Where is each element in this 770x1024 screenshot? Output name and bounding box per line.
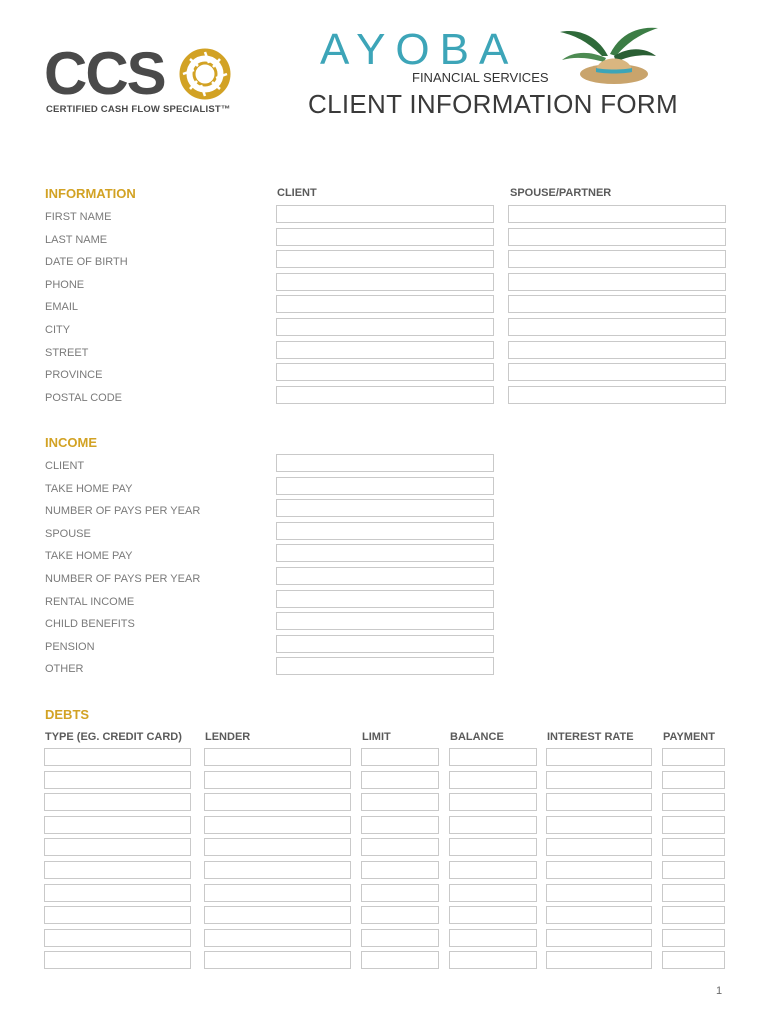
debt-field[interactable] — [361, 906, 439, 924]
palm-hat-icon — [558, 26, 660, 86]
debt-field[interactable] — [449, 771, 537, 789]
debt-field[interactable] — [449, 838, 537, 856]
debt-field[interactable] — [662, 816, 725, 834]
debt-field[interactable] — [361, 929, 439, 947]
income-field[interactable] — [276, 544, 494, 562]
debt-field[interactable] — [662, 793, 725, 811]
income-row-label: OTHER — [45, 663, 84, 676]
spouse-field[interactable] — [508, 228, 726, 246]
debt-field[interactable] — [546, 748, 652, 766]
income-row-label: TAKE HOME PAY — [45, 482, 133, 495]
debt-field[interactable] — [546, 816, 652, 834]
debt-field[interactable] — [662, 838, 725, 856]
info-row-label: POSTAL CODE — [45, 391, 123, 404]
debt-field[interactable] — [204, 861, 351, 879]
debt-field[interactable] — [662, 748, 725, 766]
debt-field[interactable] — [44, 951, 191, 969]
ccs-logo — [44, 40, 244, 120]
spouse-field[interactable] — [508, 250, 726, 268]
income-field[interactable] — [276, 454, 494, 472]
client-field[interactable] — [276, 273, 494, 291]
spouse-field[interactable] — [508, 341, 726, 359]
debt-field[interactable] — [449, 906, 537, 924]
income-field[interactable] — [276, 567, 494, 585]
debt-field[interactable] — [361, 793, 439, 811]
debt-field[interactable] — [44, 838, 191, 856]
debt-field[interactable] — [44, 793, 191, 811]
debt-field[interactable] — [44, 748, 191, 766]
info-row-label: FIRST NAME — [45, 211, 112, 223]
ccs-ring-icon — [179, 48, 231, 100]
client-field[interactable] — [276, 228, 494, 246]
income-field[interactable] — [276, 612, 494, 630]
debt-field[interactable] — [546, 906, 652, 924]
debt-field[interactable] — [204, 838, 351, 856]
debt-field[interactable] — [44, 906, 191, 924]
info-row-label: EMAIL — [45, 301, 79, 314]
debt-field[interactable] — [44, 771, 191, 789]
spouse-field[interactable] — [508, 295, 726, 313]
client-field[interactable] — [276, 363, 494, 381]
debt-field[interactable] — [44, 884, 191, 902]
spouse-field[interactable] — [508, 273, 726, 291]
debt-field[interactable] — [546, 771, 652, 789]
spouse-field[interactable] — [508, 205, 726, 223]
income-field[interactable] — [276, 477, 494, 495]
info-row-label: LAST NAME — [45, 233, 108, 246]
debt-column-header: TYPE (EG. CREDIT CARD) — [45, 731, 182, 743]
info-row-label: PHONE — [45, 278, 85, 291]
debt-field[interactable] — [662, 884, 725, 902]
debt-field[interactable] — [44, 861, 191, 879]
debt-column-header: LENDER — [205, 731, 251, 743]
debt-column-header: INTEREST RATE — [547, 731, 634, 743]
client-field[interactable] — [276, 205, 494, 223]
ayoba-logo — [320, 26, 665, 90]
client-field[interactable] — [276, 250, 494, 268]
income-row-label: RENTAL INCOME — [45, 595, 135, 608]
debt-field[interactable] — [449, 951, 537, 969]
income-row-label: CHILD BENEFITS — [45, 618, 135, 631]
debt-field[interactable] — [449, 861, 537, 879]
income-row-label: PENSION — [45, 640, 95, 653]
column-header-client: CLIENT — [277, 187, 317, 199]
spouse-field[interactable] — [508, 386, 726, 404]
debt-field[interactable] — [204, 951, 351, 969]
debt-field[interactable] — [361, 951, 439, 969]
client-field[interactable] — [276, 386, 494, 404]
information-section-title: INFORMATION — [45, 186, 136, 201]
debt-field[interactable] — [449, 884, 537, 902]
debt-field[interactable] — [204, 929, 351, 947]
debt-field[interactable] — [361, 838, 439, 856]
income-field[interactable] — [276, 657, 494, 675]
debt-field[interactable] — [449, 816, 537, 834]
debt-column-header: LIMIT — [362, 731, 391, 743]
client-field[interactable] — [276, 341, 494, 359]
info-row-label: PROVINCE — [45, 369, 103, 382]
debts-section-title: DEBTS — [45, 707, 90, 722]
debt-field[interactable] — [204, 884, 351, 902]
client-field[interactable] — [276, 318, 494, 336]
income-field[interactable] — [276, 499, 494, 517]
debt-column-header: PAYMENT — [663, 731, 715, 743]
debt-field[interactable] — [662, 861, 725, 879]
debt-field[interactable] — [449, 748, 537, 766]
debt-field[interactable] — [204, 748, 351, 766]
ayoba-logo-text: AYOBA — [320, 25, 519, 74]
spouse-field[interactable] — [508, 318, 726, 336]
debt-field[interactable] — [204, 816, 351, 834]
debt-field[interactable] — [662, 771, 725, 789]
income-field[interactable] — [276, 590, 494, 608]
column-header-spouse: SPOUSE/PARTNER — [510, 187, 612, 199]
ayoba-subtitle: FINANCIAL SERVICES — [412, 70, 549, 85]
income-row-label: CLIENT — [45, 460, 85, 472]
debt-field[interactable] — [546, 929, 652, 947]
debt-field[interactable] — [449, 929, 537, 947]
debt-field[interactable] — [204, 771, 351, 789]
debt-field[interactable] — [361, 771, 439, 789]
debt-field[interactable] — [546, 861, 652, 879]
debt-field[interactable] — [361, 816, 439, 834]
income-row-label: SPOUSE — [45, 527, 91, 540]
debt-field[interactable] — [546, 793, 652, 811]
page-number: 1 — [716, 985, 723, 997]
debt-field[interactable] — [662, 906, 725, 924]
debt-field[interactable] — [546, 884, 652, 902]
debt-field[interactable] — [361, 748, 439, 766]
income-row-label: NUMBER OF PAYS PER YEAR — [45, 505, 201, 518]
ccs-logo-text: CCS — [44, 40, 165, 107]
debt-field[interactable] — [546, 951, 652, 969]
debt-field[interactable] — [44, 816, 191, 834]
income-field[interactable] — [276, 635, 494, 653]
debt-field[interactable] — [361, 861, 439, 879]
debt-field[interactable] — [546, 838, 652, 856]
debt-field[interactable] — [662, 929, 725, 947]
info-row-label: CITY — [45, 324, 71, 336]
debt-field[interactable] — [449, 793, 537, 811]
info-row-label: DATE OF BIRTH — [45, 256, 128, 269]
form-title: CLIENT INFORMATION FORM — [308, 89, 678, 119]
debt-column-header: BALANCE — [450, 731, 504, 743]
spouse-field[interactable] — [508, 363, 726, 381]
income-field[interactable] — [276, 522, 494, 540]
income-section-title: INCOME — [45, 435, 97, 450]
debt-field[interactable] — [44, 929, 191, 947]
debt-field[interactable] — [204, 793, 351, 811]
income-row-label: NUMBER OF PAYS PER YEAR — [45, 573, 201, 585]
client-field[interactable] — [276, 295, 494, 313]
info-row-label: STREET — [45, 346, 89, 359]
debt-field[interactable] — [662, 951, 725, 969]
ccs-tagline: CERTIFIED CASH FLOW SPECIALIST™ — [46, 104, 231, 115]
income-row-label: TAKE HOME PAY — [45, 550, 133, 563]
debt-field[interactable] — [361, 884, 439, 902]
debt-field[interactable] — [204, 906, 351, 924]
